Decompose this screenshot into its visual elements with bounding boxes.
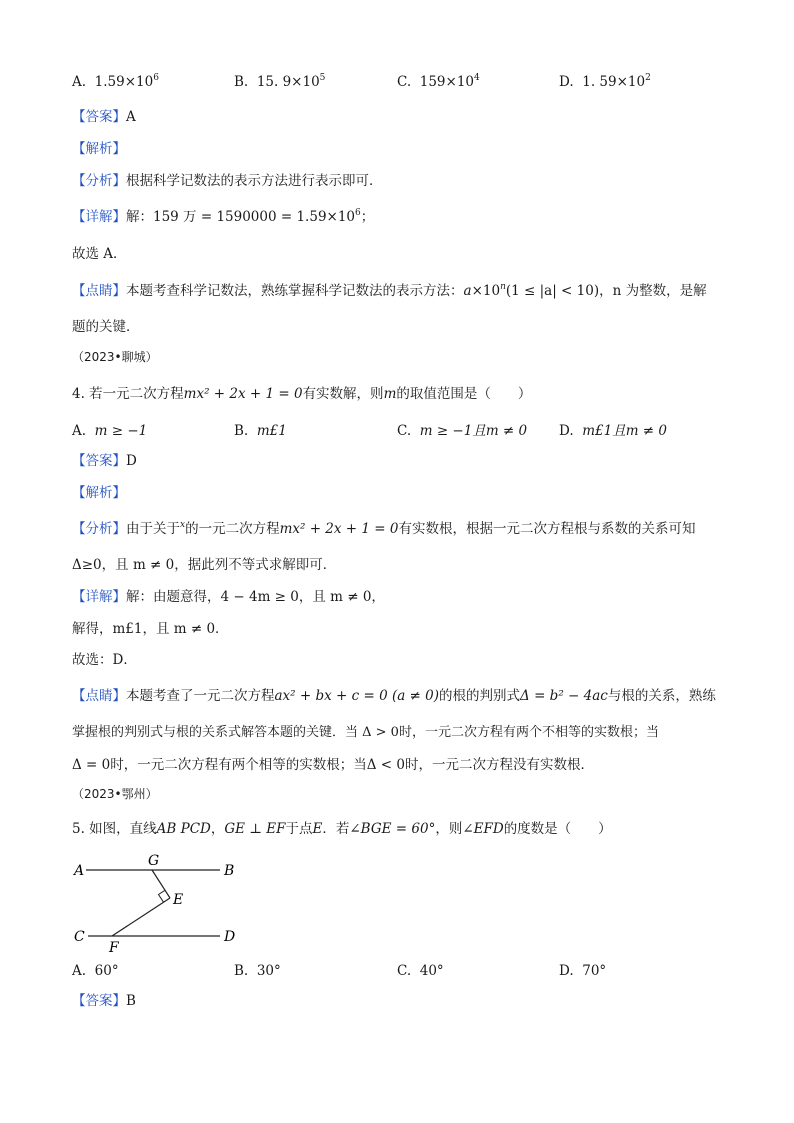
q4-dianjing-line3: Δ = 0时，一元二次方程有两个相等的实数根；当Δ < 0时，一元二次方程没有实数根． bbox=[72, 757, 594, 773]
q4-option-a: A. m ≥ −1 bbox=[72, 423, 148, 439]
label-e: E bbox=[173, 892, 184, 908]
q3-jiexi: 【解析】 bbox=[72, 141, 126, 157]
q4-option-d: D. m£1且m ≠ 0 bbox=[559, 423, 667, 439]
q3-xiangjie: 【详解】解：159 万 = $1590000 = 1.59\times 10^6$； bbox=[72, 207, 375, 225]
q4-answer: 【答案】D bbox=[72, 453, 137, 469]
q4-dianjing-line2: 掌握根的判别式与根的关系式解答本题的关键．当 Δ > 0时，一元二次方程有两个不相等的实数根；当 bbox=[72, 725, 659, 740]
label-g: G bbox=[148, 853, 160, 869]
label-b: B bbox=[224, 863, 235, 879]
q3-option-d: D. 1. $59\times 10^2$ bbox=[559, 72, 651, 90]
segment-ge bbox=[152, 870, 170, 898]
q3-option-c: C. $159\times 10^4$ bbox=[397, 72, 480, 90]
label-c: C bbox=[74, 929, 85, 945]
label-a: A bbox=[74, 863, 85, 879]
q3-fenxi: 【分析】根据科学记数法的表示方法进行表示即可． bbox=[72, 173, 383, 189]
label-d: D bbox=[224, 929, 236, 945]
q3-answer: 【答案】A bbox=[72, 109, 136, 125]
q4-guxuan: 故选：D． bbox=[72, 652, 137, 668]
q4-source: （2023•聊城） bbox=[72, 350, 158, 364]
q4-option-b: B. m£1 bbox=[234, 423, 287, 439]
q5-option-d: D. 70° bbox=[559, 963, 607, 979]
q4-jiexi: 【解析】 bbox=[72, 485, 126, 501]
q3-guxuan: 故选 A． bbox=[72, 246, 127, 262]
q5-figure bbox=[66, 848, 246, 958]
q4-fenxi-line2: Δ≥0，且 m ≠ 0，据此列不等式求解即可． bbox=[72, 557, 337, 573]
q4-stem: 4. 若一元二次方程mx² + 2x + 1 = 0有实数解，则m的取值范围是（ ） bbox=[72, 386, 532, 402]
q5-option-a: A. 60° bbox=[72, 963, 119, 979]
q5-stem: 5. 如图，直线AB PCD，GE ⊥ EF于点E．若∠BGE = 60°，则∠EFD的度数是（ ） bbox=[72, 821, 612, 837]
q4-xiangjie-line2: 解得，m£1，且 m ≠ 0． bbox=[72, 621, 229, 637]
q4-dianjing: 【点睛】本题考查了一元二次方程ax² + bx + c = 0 (a ≠ 0)的根的判别式Δ = b² − 4ac与根的关系，熟练 bbox=[72, 688, 716, 704]
label-f: F bbox=[109, 940, 119, 956]
q5-answer: 【答案】B bbox=[72, 993, 136, 1009]
right-angle-mark bbox=[159, 890, 166, 902]
q5-option-c: C. 40° bbox=[397, 963, 444, 979]
q3-dianjing-line2: 题的关键． bbox=[72, 319, 140, 335]
q3-dianjing: 【点睛】本题考查科学记数法，熟练掌握科学记数法的表示方法：$a\times 10^n(1 \le |a| < 10)$，n 为整数，是解 bbox=[72, 281, 707, 299]
segment-ef bbox=[112, 898, 170, 936]
q4-option-c: C. m ≥ −1且m ≠ 0 bbox=[397, 423, 528, 439]
q5-option-b: B. 30° bbox=[234, 963, 281, 979]
q5-source: （2023•鄂州） bbox=[72, 787, 158, 801]
q4-fenxi: 【分析】由于关于$^x$的一元二次方程mx² + 2x + 1 = 0有实数根，根据一元二次方程根与系数的关系可知 bbox=[72, 519, 696, 537]
q3-option-b: B. 15. $9\times 10^5$ bbox=[234, 72, 326, 90]
answer-tag: 【答案】 bbox=[72, 109, 126, 125]
q4-xiangjie: 【详解】解：由题意得，4 − 4m ≥ 0，且 m ≠ 0， bbox=[72, 589, 385, 605]
q3-option-a: A. $1.59\times 10^6$ bbox=[72, 72, 159, 90]
